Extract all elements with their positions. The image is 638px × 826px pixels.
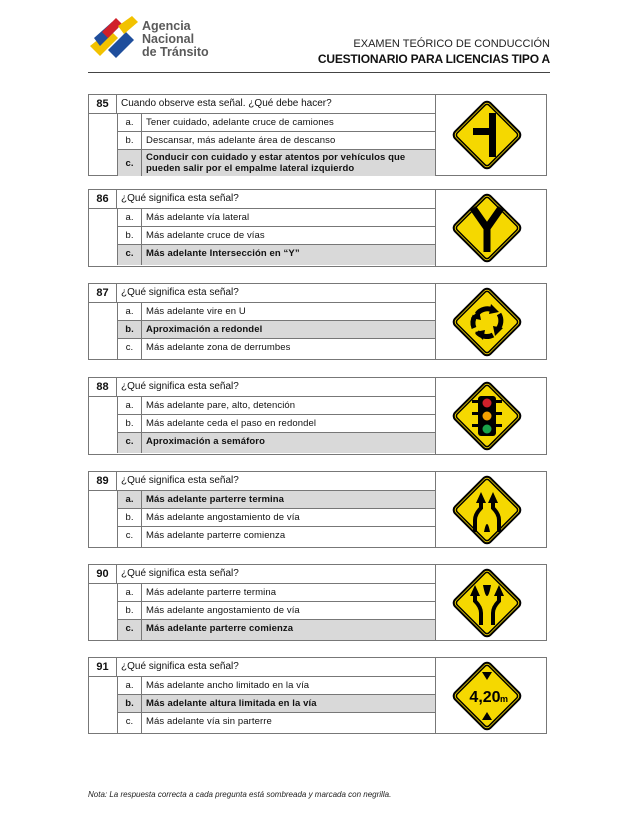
- question-number: 85: [89, 95, 117, 113]
- question-text: ¿Qué significa esta señal?: [121, 381, 239, 392]
- divided-road-begins-sign-icon: [449, 565, 525, 641]
- answer-option: b. Más adelante cruce de vías: [117, 227, 435, 245]
- question-number: 89: [89, 472, 117, 490]
- y-intersection-sign-icon: [449, 190, 525, 266]
- question-block: [88, 564, 547, 641]
- question-text: ¿Qué significa esta señal?: [121, 661, 239, 672]
- roundabout-sign-icon: [449, 284, 525, 360]
- answer-option: a. Más adelante parterre termina: [117, 584, 435, 602]
- answer-option: c. Más adelante vía sin parterre: [117, 713, 435, 733]
- question-block: [88, 283, 547, 360]
- answer-option: a. Más adelante vía lateral: [117, 209, 435, 227]
- question-number: 90: [89, 565, 117, 583]
- exam-title: EXAMEN TEÓRICO DE CONDUCCIÓN: [353, 38, 550, 50]
- side-road-left-junction-sign-icon: [449, 97, 525, 173]
- question-text: Cuando observe esta señal. ¿Qué debe hacer?: [121, 98, 332, 109]
- question-block: [88, 189, 547, 267]
- height-limit-value: 4,20: [469, 689, 501, 706]
- answer-option-correct: c. Aproximación a semáforo: [117, 433, 435, 453]
- header-divider: [88, 72, 550, 73]
- height-limit-unit: m: [499, 694, 509, 704]
- question-number: 86: [89, 190, 117, 208]
- question-block: [88, 471, 547, 548]
- agency-name: Agencia Nacional de Tránsito: [142, 19, 209, 59]
- question-block: [88, 377, 547, 455]
- question-number: 87: [89, 284, 117, 302]
- footnote: Nota: La respuesta correcta a cada pregunta está sombreada y marcada con negrilla.: [88, 790, 392, 799]
- question-text: ¿Qué significa esta señal?: [121, 475, 239, 486]
- answer-option: a. Más adelante ancho limitado en la vía: [117, 677, 435, 695]
- question-block: [88, 94, 547, 176]
- question-text: ¿Qué significa esta señal?: [121, 287, 239, 298]
- question-number: 88: [89, 378, 117, 396]
- question-number: 91: [89, 658, 117, 676]
- answer-option-correct: b. Aproximación a redondel: [117, 321, 435, 339]
- answer-option: b. Más adelante angostamiento de vía: [117, 509, 435, 527]
- height-limit-sign-icon: [449, 658, 525, 734]
- divided-road-ends-sign-icon: [449, 472, 525, 548]
- answer-option: b. Descansar, más adelante área de descanso: [117, 132, 435, 150]
- answer-option: b. Más adelante angostamiento de vía: [117, 602, 435, 620]
- question-text: ¿Qué significa esta señal?: [121, 568, 239, 579]
- answer-option: a. Más adelante pare, alto, detención: [117, 397, 435, 415]
- answer-option-correct: c. Más adelante Intersección en “Y”: [117, 245, 435, 265]
- answer-option: a. Tener cuidado, adelante cruce de camiones: [117, 114, 435, 132]
- answer-option: b. Más adelante ceda el paso en redondel: [117, 415, 435, 433]
- answer-option: c. Más adelante zona de derrumbes: [117, 339, 435, 359]
- answer-option-correct: a. Más adelante parterre termina: [117, 491, 435, 509]
- page-subtitle: CUESTIONARIO PARA LICENCIAS TIPO A: [317, 52, 550, 66]
- answer-option-correct: c. Más adelante parterre comienza: [117, 620, 435, 640]
- question-block: [88, 657, 547, 734]
- question-text: ¿Qué significa esta señal?: [121, 193, 239, 204]
- answer-option-correct: c. Conducir con cuidado y estar atentos por vehículos que pueden salir por el empalme lateral izquierdo: [117, 150, 435, 176]
- answer-option-correct: b. Más adelante altura limitada en la vía: [117, 695, 435, 713]
- answer-option: a. Más adelante vire en U: [117, 303, 435, 321]
- traffic-light-sign-icon: [449, 378, 525, 454]
- answer-option: c. Más adelante parterre comienza: [117, 527, 435, 547]
